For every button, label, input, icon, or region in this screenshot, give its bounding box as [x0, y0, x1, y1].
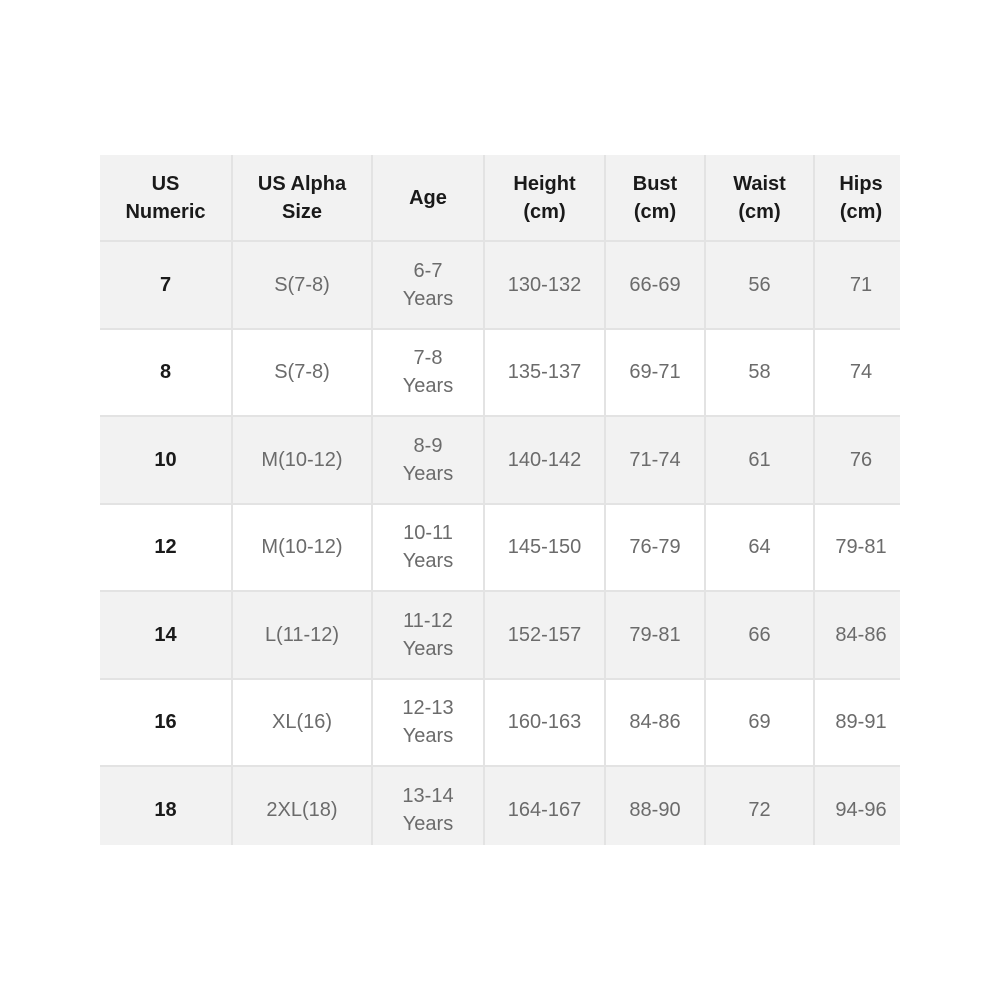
size-chart-container — [100, 155, 900, 845]
size-chart-body — [100, 241, 900, 845]
table-row — [100, 591, 900, 679]
age-unit: Years — [402, 725, 454, 748]
cell-waist: 72 — [705, 766, 814, 845]
cell-hips: 74 — [814, 329, 900, 417]
age-unit: Years — [402, 637, 454, 660]
cell-height: 145-150 — [484, 504, 605, 592]
cell-bust: 66-69 — [605, 241, 705, 329]
cell-hips: 71 — [814, 241, 900, 329]
table-row — [100, 504, 900, 592]
header-us-numeric: US Numeric — [100, 155, 232, 241]
header-bust: Bust (cm) — [605, 155, 705, 241]
cell-us-alpha-size: S(7-8) — [232, 241, 372, 329]
cell-hips: 76 — [814, 416, 900, 504]
age-unit: Years — [402, 375, 454, 398]
cell-us-numeric: 12 — [100, 504, 232, 592]
cell-age — [372, 504, 484, 592]
cell-us-numeric: 10 — [100, 416, 232, 504]
age-range: 13-14 — [402, 784, 454, 807]
header-age: Age — [372, 155, 484, 241]
cell-us-alpha-size: 2XL(18) — [232, 766, 372, 845]
cell-us-alpha-size: L(11-12) — [232, 591, 372, 679]
size-chart-table — [100, 155, 900, 845]
age-range: 10-11 — [403, 522, 453, 545]
header-row — [100, 155, 900, 241]
cell-waist: 69 — [705, 679, 814, 767]
age-range: 7-8 — [413, 347, 443, 370]
cell-age — [372, 416, 484, 504]
age-unit: Years — [402, 462, 454, 485]
cell-hips: 94-96 — [814, 766, 900, 845]
cell-bust: 88-90 — [605, 766, 705, 845]
cell-waist: 64 — [705, 504, 814, 592]
header-waist: Waist (cm) — [705, 155, 814, 241]
age-range: 11-12 — [403, 609, 453, 632]
age-unit: Years — [402, 550, 454, 573]
cell-bust: 84-86 — [605, 679, 705, 767]
cell-us-alpha-size: XL(16) — [232, 679, 372, 767]
cell-age — [372, 766, 484, 845]
cell-waist: 58 — [705, 329, 814, 417]
cell-hips: 79-81 — [814, 504, 900, 592]
age-range: 6-7 — [413, 259, 443, 282]
cell-us-numeric: 7 — [100, 241, 232, 329]
cell-age — [372, 591, 484, 679]
cell-hips: 89-91 — [814, 679, 900, 767]
age-unit: Years — [402, 812, 454, 835]
cell-height: 135-137 — [484, 329, 605, 417]
cell-height: 130-132 — [484, 241, 605, 329]
age-unit: Years — [402, 287, 454, 310]
cell-waist: 61 — [705, 416, 814, 504]
age-range: 8-9 — [413, 434, 443, 457]
cell-us-numeric: 16 — [100, 679, 232, 767]
cell-bust: 76-79 — [605, 504, 705, 592]
cell-age — [372, 241, 484, 329]
table-row — [100, 766, 900, 845]
table-row — [100, 241, 900, 329]
cell-bust: 71-74 — [605, 416, 705, 504]
cell-us-alpha-size: M(10-12) — [232, 504, 372, 592]
cell-height: 160-163 — [484, 679, 605, 767]
cell-bust: 79-81 — [605, 591, 705, 679]
table-row — [100, 329, 900, 417]
cell-height: 140-142 — [484, 416, 605, 504]
cell-us-numeric: 8 — [100, 329, 232, 417]
header-height: Height (cm) — [484, 155, 605, 241]
age-range: 12-13 — [402, 697, 454, 720]
header-us-alpha-size: US Alpha Size — [232, 155, 372, 241]
cell-us-alpha-size: M(10-12) — [232, 416, 372, 504]
cell-us-numeric: 18 — [100, 766, 232, 845]
cell-us-alpha-size: S(7-8) — [232, 329, 372, 417]
cell-bust: 69-71 — [605, 329, 705, 417]
cell-waist: 66 — [705, 591, 814, 679]
cell-us-numeric: 14 — [100, 591, 232, 679]
header-hips: Hips (cm) — [814, 155, 900, 241]
cell-age — [372, 679, 484, 767]
cell-height: 152-157 — [484, 591, 605, 679]
cell-height: 164-167 — [484, 766, 605, 845]
cell-waist: 56 — [705, 241, 814, 329]
table-row — [100, 679, 900, 767]
cell-hips: 84-86 — [814, 591, 900, 679]
cell-age — [372, 329, 484, 417]
table-row — [100, 416, 900, 504]
